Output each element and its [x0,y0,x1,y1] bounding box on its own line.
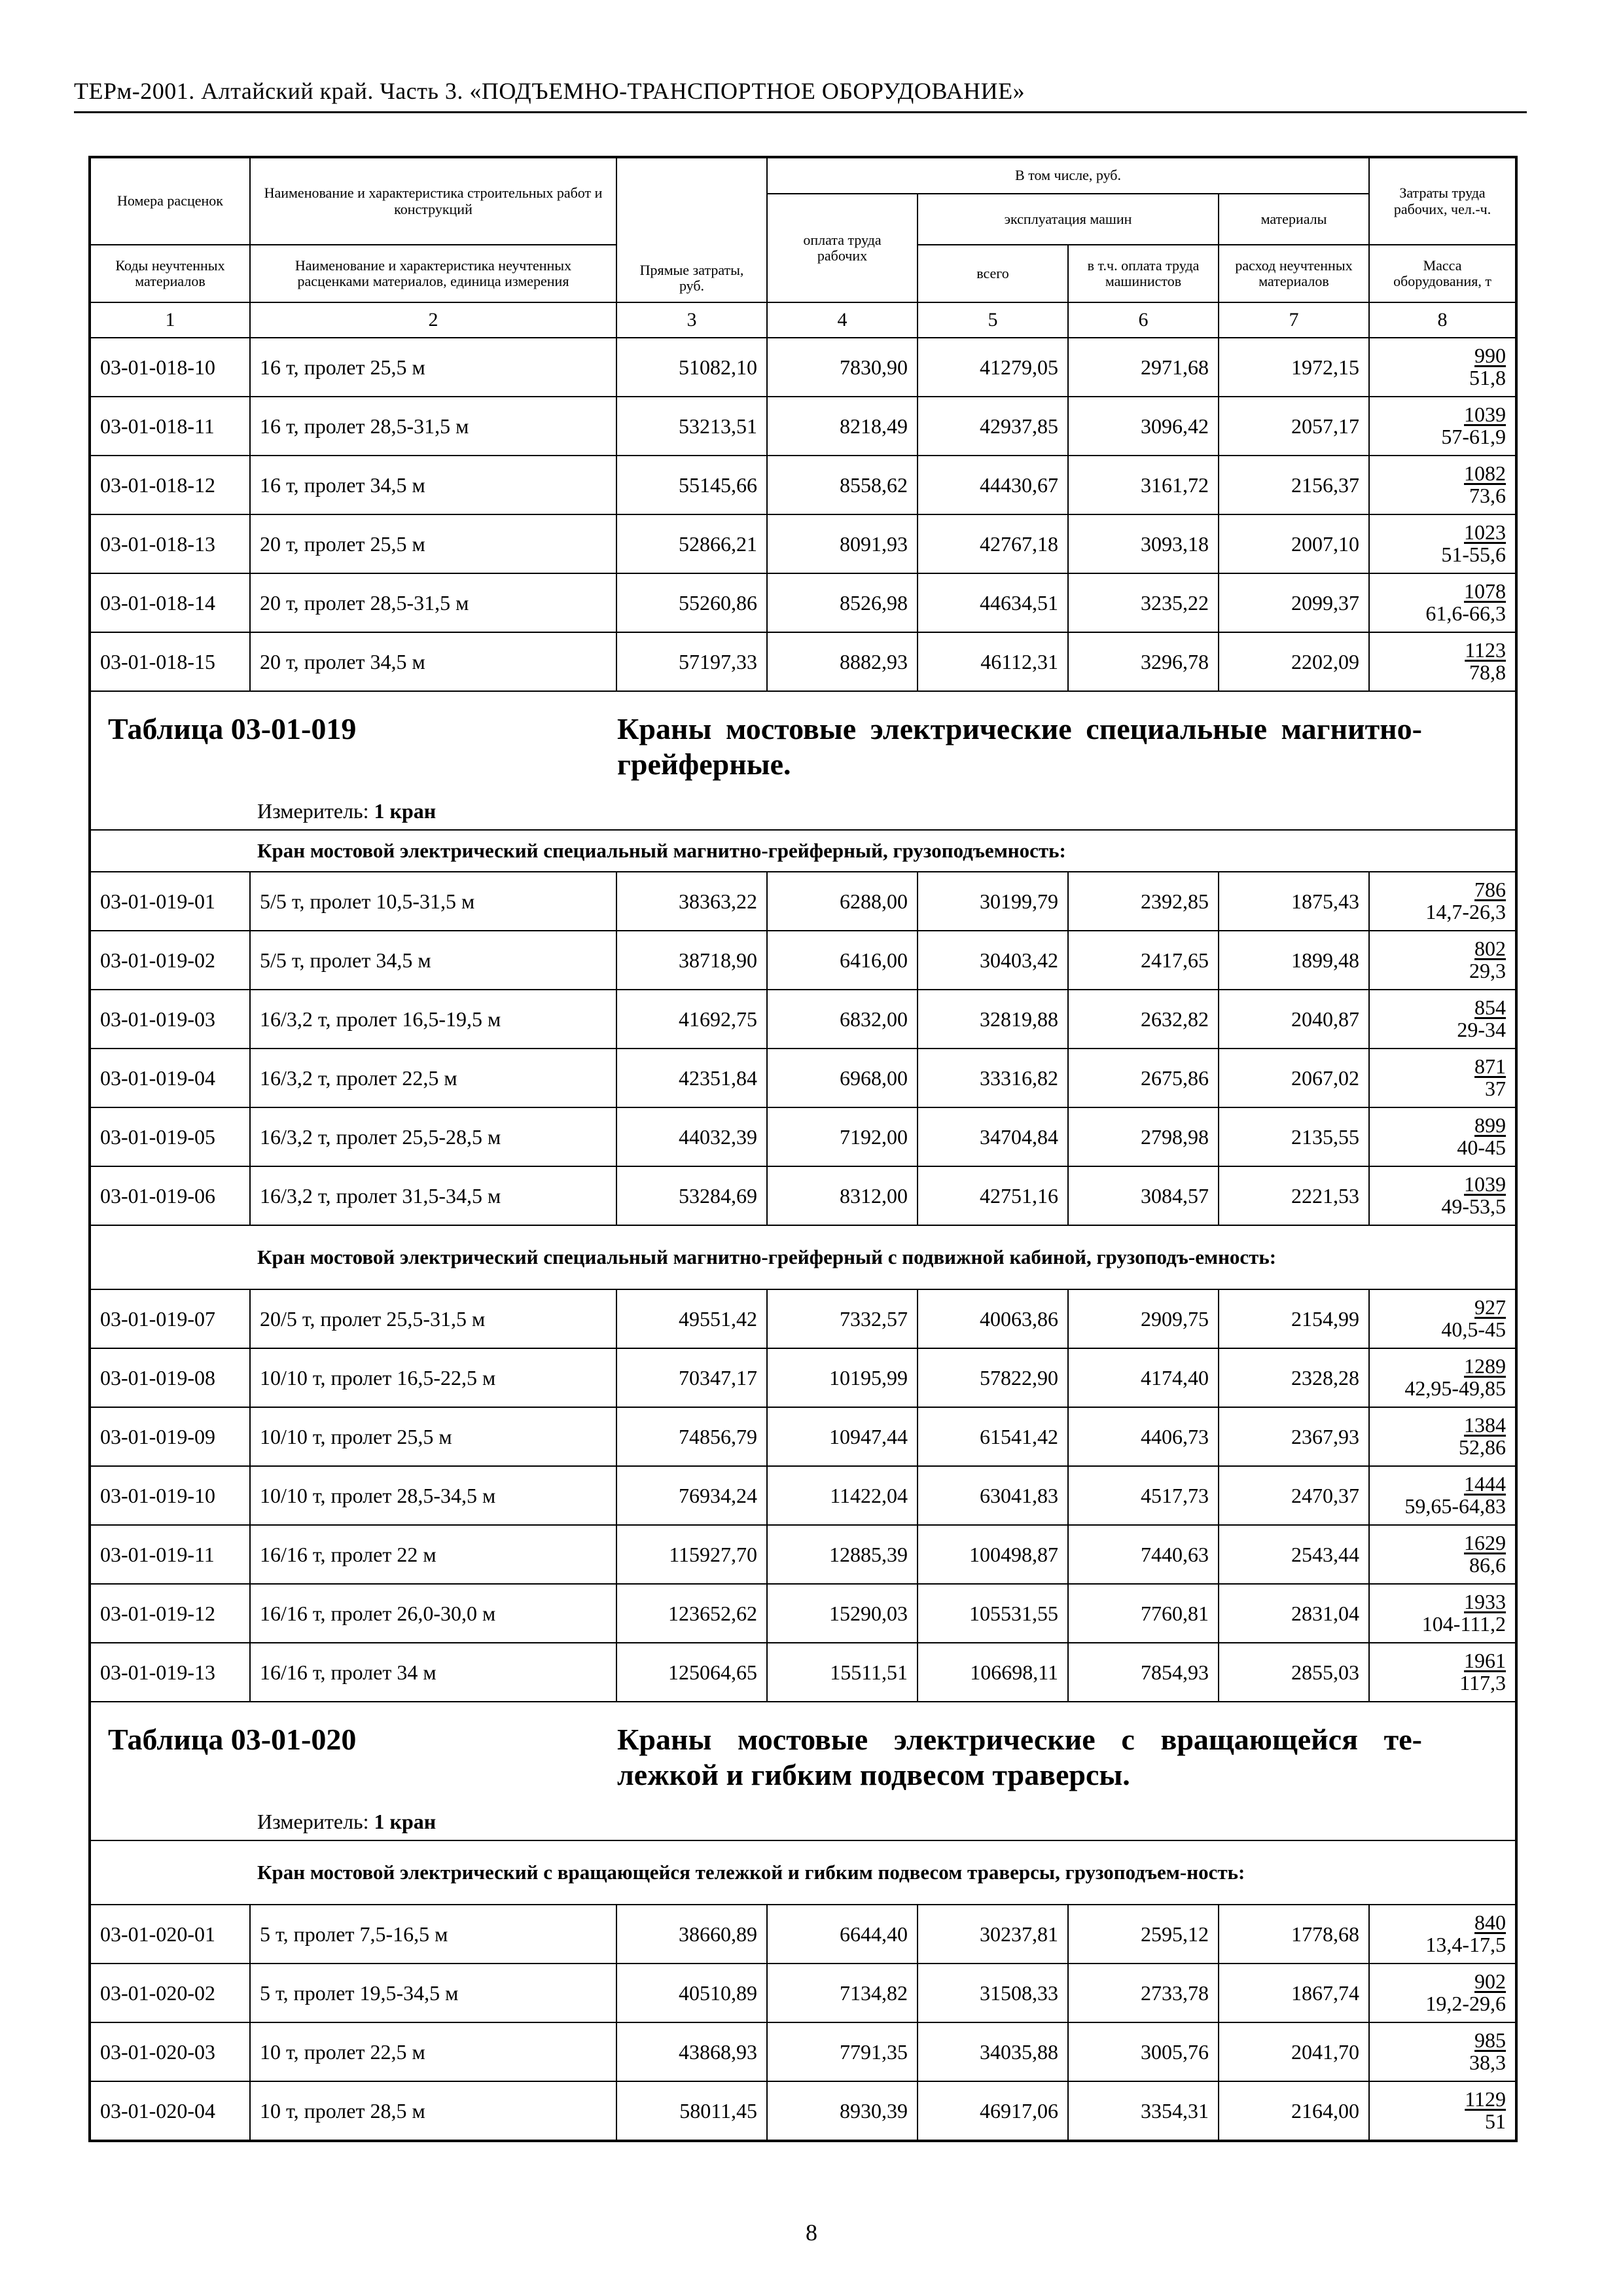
labor-hours: 1123 [1465,638,1507,662]
work-name-cell: 16 т, пролет 25,5 м [250,338,616,397]
hours-mass-cell [1369,2022,1516,2081]
col-number: 7 [1219,302,1369,338]
direct-cost-cell: 115927,70 [616,1525,767,1584]
labor-hours: 1933 [1464,1590,1507,1614]
col1-bottom-header: Коды неучтенных материалов [90,245,250,302]
materials-cell: 2855,03 [1219,1643,1369,1702]
table-row [90,2022,1516,2081]
operators-pay-cell: 4406,73 [1068,1407,1219,1466]
materials-cell: 1867,74 [1219,1964,1369,2022]
hours-mass-cell [1369,1166,1516,1225]
work-name-cell: 16 т, пролет 28,5-31,5 м [250,397,616,456]
work-name-cell: 5/5 т, пролет 34,5 м [250,931,616,990]
operators-pay-cell: 2733,78 [1068,1964,1219,2022]
machines-cost-cell: 57822,90 [918,1348,1068,1407]
labor-hours: 1384 [1464,1413,1507,1437]
rate-code-cell: 03-01-019-10 [90,1466,250,1525]
table-row [90,456,1516,514]
labor-pay-cell: 7192,00 [767,1107,918,1166]
machines-cost-cell: 100498,87 [918,1525,1068,1584]
labor-pay-cell: 6416,00 [767,931,918,990]
labor-pay-cell: 10947,44 [767,1407,918,1466]
table-row [90,1049,1516,1107]
table-title: Краны мостовые электрические специальные магнитно-грейферные. [617,712,1422,781]
operators-pay-cell: 2595,12 [1068,1905,1219,1964]
rate-code-cell: 03-01-019-06 [90,1166,250,1225]
work-name-cell: 20/5 т, пролет 25,5-31,5 м [250,1289,616,1348]
materials-cell: 2041,70 [1219,2022,1369,2081]
operators-pay-cell: 2909,75 [1068,1289,1219,1348]
hours-mass-cell [1369,1407,1516,1466]
rate-code-cell: 03-01-018-14 [90,573,250,632]
direct-cost-cell: 51082,10 [616,338,767,397]
rate-code-cell: 03-01-019-09 [90,1407,250,1466]
table-row [90,990,1516,1049]
materials-cell: 2543,44 [1219,1525,1369,1584]
machines-cost-cell: 34704,84 [918,1107,1068,1166]
col3-header: Прямые затраты, руб. [616,157,767,302]
labor-hours: 1023 [1464,520,1507,545]
hours-mass-cell [1369,397,1516,456]
direct-cost-cell: 42351,84 [616,1049,767,1107]
direct-cost-cell: 123652,62 [616,1584,767,1643]
table-row [90,931,1516,990]
equipment-mass: 40-45 [1457,1136,1507,1159]
operators-pay-cell: 2971,68 [1068,338,1219,397]
col4-header: оплата труда рабочих [767,194,918,302]
equipment-mass: 73,6 [1469,484,1507,507]
materials-cell: 1875,43 [1219,872,1369,931]
incl-header: В том числе, руб. [767,157,1369,194]
equipment-mass: 29,3 [1469,959,1507,982]
col-number: 4 [767,302,918,338]
group-heading: Кран мостовой электрический специальный магнитно-грейферный с подвижной кабиной, грузоподъ-емность: [90,1225,1516,1289]
col8-top-header: Затраты труда рабочих, чел.-ч. [1369,157,1516,245]
machines-cost-cell: 46112,31 [918,632,1068,691]
work-name-cell: 16/3,2 т, пролет 22,5 м [250,1049,616,1107]
operators-pay-cell: 4174,40 [1068,1348,1219,1407]
labor-pay-cell: 6832,00 [767,990,918,1049]
rate-code-cell: 03-01-019-13 [90,1643,250,1702]
rows-020 [90,1905,1516,2141]
table-row [90,1407,1516,1466]
expl-header: эксплуатация машин [918,194,1219,245]
work-name-cell: 20 т, пролет 34,5 м [250,632,616,691]
page-number: 8 [806,2219,817,2246]
table-row [90,514,1516,573]
col1-top-header: Номера расценок [90,157,250,245]
labor-pay-cell: 6968,00 [767,1049,918,1107]
table-row [90,1466,1516,1525]
table-020-title-cell [90,1702,1516,1840]
machines-cost-cell: 34035,88 [918,2022,1068,2081]
machines-cost-cell: 41279,05 [918,338,1068,397]
direct-cost-cell: 70347,17 [616,1348,767,1407]
materials-cell: 1972,15 [1219,338,1369,397]
unit-value: 1 кран [374,1810,437,1833]
machines-cost-cell: 31508,33 [918,1964,1068,2022]
machines-cost-cell: 32819,88 [918,990,1068,1049]
table-row [90,397,1516,456]
rate-code-cell: 03-01-018-10 [90,338,250,397]
table-row [90,573,1516,632]
machines-cost-cell: 105531,55 [918,1584,1068,1643]
direct-cost-cell: 43868,93 [616,2022,767,2081]
equipment-mass: 51 [1485,2109,1507,2133]
materials-cell: 2164,00 [1219,2081,1369,2141]
direct-cost-cell: 55260,86 [616,573,767,632]
col8-bottom-header: Масса оборудования, т [1369,245,1516,302]
materials-cell: 1778,68 [1219,1905,1369,1964]
machines-cost-cell: 61541,42 [918,1407,1068,1466]
materials-cell: 2057,17 [1219,397,1369,456]
work-name-cell: 20 т, пролет 25,5 м [250,514,616,573]
equipment-mass: 40,5-45 [1441,1318,1507,1341]
table-head [90,157,1516,302]
equipment-mass: 49-53,5 [1441,1194,1507,1218]
table-number: Таблица 03-01-019 [108,712,357,745]
table-row [90,1107,1516,1166]
machines-cost-cell: 46917,06 [918,2081,1068,2141]
labor-pay-cell: 8930,39 [767,2081,918,2141]
equipment-mass: 37 [1485,1077,1507,1100]
labor-hours: 871 [1474,1054,1507,1079]
operators-pay-cell: 3161,72 [1068,456,1219,514]
operators-pay-cell: 4517,73 [1068,1466,1219,1525]
machines-cost-cell: 106698,11 [918,1643,1068,1702]
materials-cell: 2040,87 [1219,990,1369,1049]
rate-code-cell: 03-01-019-05 [90,1107,250,1166]
materials-cell: 2470,37 [1219,1466,1369,1525]
direct-cost-cell: 125064,65 [616,1643,767,1702]
direct-cost-cell: 38718,90 [616,931,767,990]
machines-cost-cell: 30199,79 [918,872,1068,931]
rate-code-cell: 03-01-019-07 [90,1289,250,1348]
direct-cost-cell: 53213,51 [616,397,767,456]
machines-cost-cell: 33316,82 [918,1049,1068,1107]
direct-cost-cell: 52866,21 [616,514,767,573]
col6-header: в т.ч. оплата труда машинистов [1068,245,1219,302]
labor-pay-cell: 8558,62 [767,456,918,514]
equipment-mass: 86,6 [1469,1553,1507,1577]
rate-code-cell: 03-01-020-01 [90,1905,250,1964]
hours-mass-cell [1369,456,1516,514]
hours-mass-cell [1369,872,1516,931]
direct-cost-cell: 40510,89 [616,1964,767,2022]
labor-hours: 1039 [1464,1172,1507,1196]
col-number: 3 [616,302,767,338]
rate-code-cell: 03-01-020-03 [90,2022,250,2081]
hours-mass-cell [1369,1584,1516,1643]
rate-code-cell: 03-01-019-02 [90,931,250,990]
work-name-cell: 10/10 т, пролет 16,5-22,5 м [250,1348,616,1407]
materials-cell: 1899,48 [1219,931,1369,990]
hours-mass-cell [1369,1643,1516,1702]
work-name-cell: 5 т, пролет 7,5-16,5 м [250,1905,616,1964]
operators-pay-cell: 3296,78 [1068,632,1219,691]
labor-hours: 1629 [1464,1531,1507,1555]
rows-019a [90,872,1516,1225]
equipment-mass: 117,3 [1459,1671,1507,1695]
work-name-cell: 5/5 т, пролет 10,5-31,5 м [250,872,616,931]
labor-hours: 1082 [1464,461,1507,486]
operators-pay-cell: 2632,82 [1068,990,1219,1049]
col-number: 6 [1068,302,1219,338]
table-row [90,1348,1516,1407]
col-number: 2 [250,302,616,338]
operators-pay-cell: 3354,31 [1068,2081,1219,2141]
labor-hours: 1289 [1464,1354,1507,1378]
unit-label: Измеритель: [257,799,369,823]
labor-pay-cell: 8218,49 [767,397,918,456]
equipment-mass: 29-34 [1457,1018,1507,1041]
labor-pay-cell: 8882,93 [767,632,918,691]
direct-cost-cell: 49551,42 [616,1289,767,1348]
labor-hours: 985 [1474,2028,1507,2053]
rate-code-cell: 03-01-019-11 [90,1525,250,1584]
work-name-cell: 20 т, пролет 28,5-31,5 м [250,573,616,632]
equipment-mass: 57-61,9 [1441,425,1507,448]
equipment-mass: 51,8 [1469,366,1507,389]
rate-code-cell: 03-01-019-01 [90,872,250,931]
direct-cost-cell: 41692,75 [616,990,767,1049]
col5-header: всего [918,245,1068,302]
direct-cost-cell: 38660,89 [616,1905,767,1964]
work-name-cell: 16/16 т, пролет 26,0-30,0 м [250,1584,616,1643]
table-row [90,1584,1516,1643]
machines-cost-cell: 42751,16 [918,1166,1068,1225]
operators-pay-cell: 3005,76 [1068,2022,1219,2081]
labor-pay-cell: 8526,98 [767,573,918,632]
hours-mass-cell [1369,2081,1516,2141]
rate-code-cell: 03-01-019-04 [90,1049,250,1107]
hours-mass-cell [1369,1905,1516,1964]
labor-pay-cell: 8312,00 [767,1166,918,1225]
labor-pay-cell: 7332,57 [767,1289,918,1348]
labor-pay-cell: 15511,51 [767,1643,918,1702]
labor-pay-cell: 15290,03 [767,1584,918,1643]
equipment-mass: 78,8 [1469,660,1507,684]
table-title: Краны мостовые электрические с вращающейся те-лежкой и гибким подвесом траверсы. [617,1723,1422,1792]
rate-code-cell: 03-01-018-12 [90,456,250,514]
table-row [90,1166,1516,1225]
labor-hours: 927 [1474,1295,1507,1319]
rows-019b [90,1289,1516,1702]
direct-cost-cell: 44032,39 [616,1107,767,1166]
materials-cell: 2067,02 [1219,1049,1369,1107]
table-row [90,1643,1516,1702]
equipment-mass: 42,95-49,85 [1404,1376,1507,1400]
table-row [90,1964,1516,2022]
rate-code-cell: 03-01-020-02 [90,1964,250,2022]
materials-cell: 2367,93 [1219,1407,1369,1466]
table-number: Таблица 03-01-020 [108,1723,357,1756]
labor-hours: 1961 [1464,1649,1507,1673]
materials-cell: 2154,99 [1219,1289,1369,1348]
operators-pay-cell: 3084,57 [1068,1166,1219,1225]
hours-mass-cell [1369,1348,1516,1407]
hours-mass-cell [1369,1466,1516,1525]
equipment-mass: 61,6-66,3 [1425,601,1507,625]
operators-pay-cell: 7440,63 [1068,1525,1219,1584]
materials-cell: 2007,10 [1219,514,1369,573]
hours-mass-cell [1369,1525,1516,1584]
machines-cost-cell: 40063,86 [918,1289,1068,1348]
table-row [90,2081,1516,2141]
rows-018 [90,338,1516,691]
operators-pay-cell: 7854,93 [1068,1643,1219,1702]
direct-cost-cell: 55145,66 [616,456,767,514]
hours-mass-cell [1369,990,1516,1049]
unit-value: 1 кран [374,799,437,823]
rate-code-cell: 03-01-019-12 [90,1584,250,1643]
materials-cell: 2156,37 [1219,456,1369,514]
materials-cell: 2328,28 [1219,1348,1369,1407]
col-number: 5 [918,302,1068,338]
column-numbers-row [90,302,1516,338]
operators-pay-cell: 2417,65 [1068,931,1219,990]
operators-pay-cell: 7760,81 [1068,1584,1219,1643]
labor-hours: 1444 [1464,1472,1507,1496]
work-name-cell: 10 т, пролет 28,5 м [250,2081,616,2141]
table-row [90,338,1516,397]
table-019-title-cell [90,691,1516,830]
col2-bottom-header: Наименование и характеристика неучтенных расценками материалов, единица измерения [250,245,616,302]
machines-cost-cell: 63041,83 [918,1466,1068,1525]
work-name-cell: 16/3,2 т, пролет 31,5-34,5 м [250,1166,616,1225]
labor-hours: 899 [1474,1113,1507,1138]
equipment-mass: 59,65-64,83 [1404,1494,1507,1518]
materials-cell: 2221,53 [1219,1166,1369,1225]
hours-mass-cell [1369,632,1516,691]
materials-cell: 2099,37 [1219,573,1369,632]
labor-pay-cell: 6288,00 [767,872,918,931]
operators-pay-cell: 3235,22 [1068,573,1219,632]
rate-code-cell: 03-01-018-11 [90,397,250,456]
direct-cost-cell: 57197,33 [616,632,767,691]
machines-cost-cell: 44430,67 [918,456,1068,514]
direct-cost-cell: 58011,45 [616,2081,767,2141]
equipment-mass: 19,2-29,6 [1425,1992,1507,2015]
col7-header: расход неучтенных материалов [1219,245,1369,302]
hours-mass-cell [1369,573,1516,632]
col2-top-header: Наименование и характеристика строительных работ и конструкций [250,157,616,245]
equipment-mass: 14,7-26,3 [1425,900,1507,924]
machines-cost-cell: 30237,81 [918,1905,1068,1964]
hours-mass-cell [1369,338,1516,397]
labor-hours: 854 [1474,996,1507,1020]
work-name-cell: 16/3,2 т, пролет 25,5-28,5 м [250,1107,616,1166]
work-name-cell: 5 т, пролет 19,5-34,5 м [250,1964,616,2022]
labor-pay-cell: 12885,39 [767,1525,918,1584]
table-row [90,1905,1516,1964]
operators-pay-cell: 3093,18 [1068,514,1219,573]
equipment-mass: 38,3 [1469,2051,1507,2074]
group-heading: Кран мостовой электрический с вращающейся тележкой и гибким подвесом траверсы, грузоподъем-ность: [90,1840,1516,1905]
work-name-cell: 16/16 т, пролет 22 м [250,1525,616,1584]
labor-pay-cell: 11422,04 [767,1466,918,1525]
col-number: 1 [90,302,250,338]
direct-cost-cell: 76934,24 [616,1466,767,1525]
labor-pay-cell: 7791,35 [767,2022,918,2081]
group-heading: Кран мостовой электрический специальный магнитно-грейферный, грузоподъемность: [90,830,1516,872]
labor-hours: 1078 [1464,579,1507,603]
work-name-cell: 10/10 т, пролет 28,5-34,5 м [250,1466,616,1525]
labor-pay-cell: 6644,40 [767,1905,918,1964]
work-name-cell: 16 т, пролет 34,5 м [250,456,616,514]
operators-pay-cell: 2675,86 [1068,1049,1219,1107]
rate-code-cell: 03-01-018-13 [90,514,250,573]
labor-pay-cell: 7134,82 [767,1964,918,2022]
direct-cost-cell: 53284,69 [616,1166,767,1225]
labor-hours: 840 [1474,1910,1507,1935]
hours-mass-cell [1369,1964,1516,2022]
mat-header: материалы [1219,194,1369,245]
machines-cost-cell: 44634,51 [918,573,1068,632]
materials-cell: 2202,09 [1219,632,1369,691]
table-row [90,872,1516,931]
materials-cell: 2831,04 [1219,1584,1369,1643]
direct-cost-cell: 38363,22 [616,872,767,931]
operators-pay-cell: 2392,85 [1068,872,1219,931]
rate-code-cell: 03-01-018-15 [90,632,250,691]
hours-mass-cell [1369,1289,1516,1348]
machines-cost-cell: 30403,42 [918,931,1068,990]
work-name-cell: 16/16 т, пролет 34 м [250,1643,616,1702]
col-number: 8 [1369,302,1516,338]
table-row [90,1525,1516,1584]
unit-label: Измеритель: [257,1810,369,1833]
labor-hours: 1039 [1464,403,1507,427]
labor-pay-cell: 7830,90 [767,338,918,397]
labor-hours: 990 [1474,344,1507,368]
labor-pay-cell: 8091,93 [767,514,918,573]
unit-line [257,799,436,823]
page-header: ТЕРм-2001. Алтайский край. Часть 3. «ПОДЪЕМНО-ТРАНСПОРТНОЕ ОБОРУДОВАНИЕ» [74,77,1527,113]
labor-hours: 802 [1474,937,1507,961]
equipment-mass: 52,86 [1459,1435,1507,1459]
materials-cell: 2135,55 [1219,1107,1369,1166]
equipment-mass: 13,4-17,5 [1425,1933,1507,1956]
labor-hours: 786 [1474,878,1507,902]
work-name-cell: 16/3,2 т, пролет 16,5-19,5 м [250,990,616,1049]
machines-cost-cell: 42767,18 [918,514,1068,573]
machines-cost-cell: 42937,85 [918,397,1068,456]
hours-mass-cell [1369,931,1516,990]
unit-line [257,1810,436,1834]
equipment-mass: 51-55,6 [1441,543,1507,566]
operators-pay-cell: 3096,42 [1068,397,1219,456]
direct-cost-cell: 74856,79 [616,1407,767,1466]
rate-code-cell: 03-01-020-04 [90,2081,250,2141]
labor-hours: 1129 [1465,2087,1507,2111]
hours-mass-cell [1369,514,1516,573]
rate-code-cell: 03-01-019-03 [90,990,250,1049]
labor-hours: 902 [1474,1969,1507,1994]
table-row [90,1289,1516,1348]
work-name-cell: 10/10 т, пролет 25,5 м [250,1407,616,1466]
rate-code-cell: 03-01-019-08 [90,1348,250,1407]
hours-mass-cell [1369,1049,1516,1107]
work-name-cell: 10 т, пролет 22,5 м [250,2022,616,2081]
operators-pay-cell: 2798,98 [1068,1107,1219,1166]
labor-pay-cell: 10195,99 [767,1348,918,1407]
table-row [90,632,1516,691]
equipment-mass: 104-111,2 [1421,1612,1507,1636]
price-table [88,156,1518,2142]
hours-mass-cell [1369,1107,1516,1166]
